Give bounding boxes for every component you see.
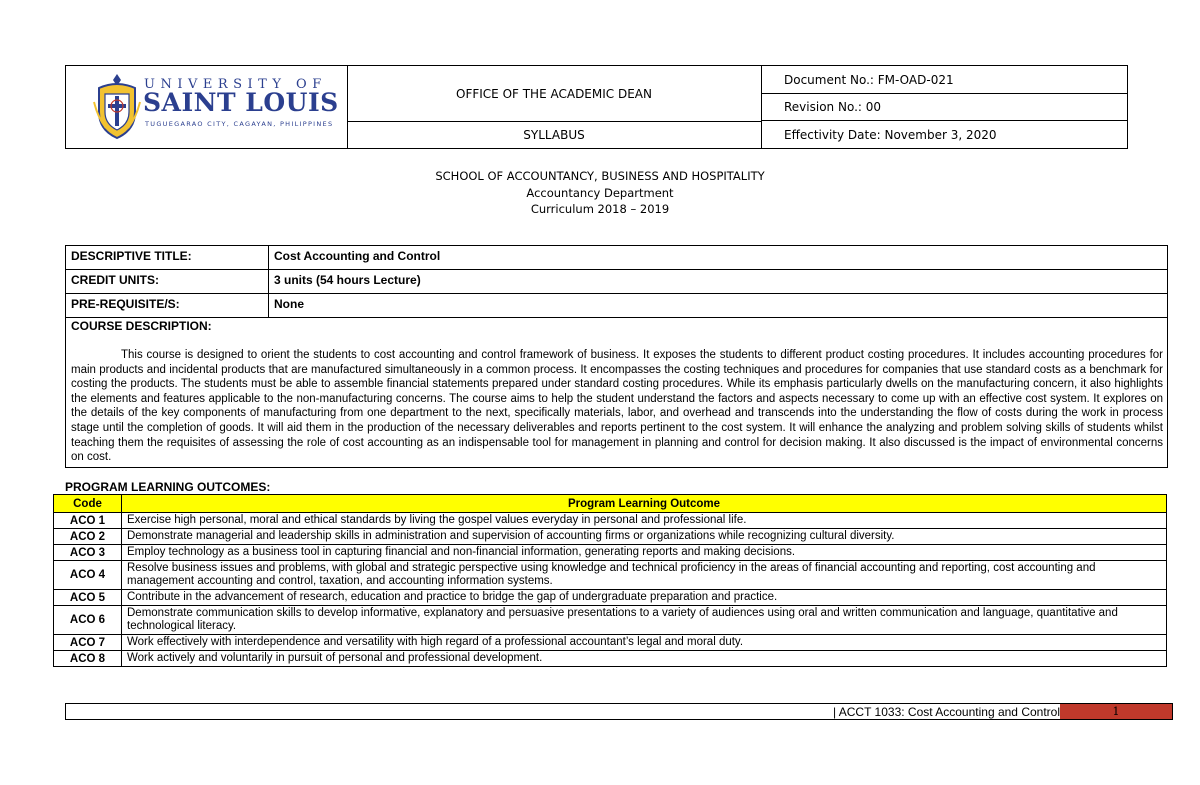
course-info-table [65, 245, 1168, 468]
university-logo [66, 66, 348, 148]
document-header [65, 65, 1128, 149]
table-row [54, 606, 1167, 635]
plo-header-row [54, 495, 1167, 513]
plo-code: ACO 8 [54, 651, 122, 667]
plo-code: ACO 7 [54, 635, 122, 651]
plo-outcome-header: Program Learning Outcome [122, 495, 1167, 513]
office-title: OFFICE OF THE ACADEMIC DEAN [347, 66, 762, 122]
page-number: 1 [1060, 704, 1172, 719]
plo-outcome: Work actively and voluntarily in pursuit of personal and professional development. [122, 651, 1167, 667]
credit-units-value: 3 units (54 hours Lecture) [274, 273, 421, 287]
plo-code: ACO 5 [54, 590, 122, 606]
course-description-text: This course is designed to orient the students to cost accounting and control framework of business. It exposes the students to different product costing procedures. It includes accounting procedures for main products and incidental products that are manufactured simultaneously in a common process. It encompasses the costing techniques and procedures for companies that use standard costs as a benchmark for costing the products. The students must be able to assemble financial statements prepared under standard costing procedures. While its emphasis particularly dwells on the manufacturing concern, it also highlights the elements and features applicable to the non-manufacturing concerns. The course aims to help the student understand the factors and aspects necessary to come up with an effective cost system. It explores on the details of the key components of manufacturing from one department to the next, specifically materials, labor, and overhead and transcends into the understanding the flow of costs during the work in process stage until the completion of goods. It will aid them in the production of the necessary deliverables and reports pertinent to the cost system. It will enhance the analyzing and problem solving skills of students whilst teaching them the requisites of assessing the role of cost accounting as an indispensable tool for management in planning and control for decision making. It also discussed is the impact of environmental concerns on cost. [71, 349, 1163, 464]
plo-outcome: Employ technology as a business tool in capturing financial and non-financial information, generating reports and making decisions. [122, 545, 1167, 561]
school-heading [0, 168, 1200, 218]
prerequisite-value: None [274, 297, 304, 311]
university-seal-icon [92, 72, 142, 142]
course-description-cell [66, 318, 1167, 467]
table-row [54, 513, 1167, 529]
table-row [54, 545, 1167, 561]
prerequisite-label: PRE-REQUISITE/S: [66, 294, 269, 317]
plo-code: ACO 6 [54, 606, 122, 635]
logo-line-2: SAINT LOUIS [143, 88, 339, 117]
department-name: Accountancy Department [526, 185, 674, 200]
plo-outcome: Work effectively with interdependence and versatility with high regard of a professional accountant’s legal and moral duty. [122, 635, 1167, 651]
revision-number: Revision No.: 00 [762, 94, 1128, 121]
descriptive-title-value: Cost Accounting and Control [274, 249, 441, 263]
plo-code: ACO 3 [54, 545, 122, 561]
plo-section-title: PROGRAM LEARNING OUTCOMES: [65, 480, 271, 494]
curriculum-year: Curriculum 2018 – 2019 [530, 202, 670, 216]
plo-outcome: Exercise high personal, moral and ethical standards by living the gospel values everyday in personal and professional life. [122, 513, 1167, 529]
page-footer [65, 703, 1173, 720]
table-row [54, 529, 1167, 545]
plo-outcome: Contribute in the advancement of research, education and practice to bridge the gap of undergraduate preparation and practice. [122, 590, 1167, 606]
effectivity-date: Effectivity Date: November 3, 2020 [784, 127, 997, 142]
footer-course-ref: | ACCT 1033: Cost Accounting and Control [832, 705, 1060, 719]
plo-outcome: Demonstrate managerial and leadership skills in administration and supervision of accounting firms or organizations while recognizing cultural diversity. [122, 529, 1167, 545]
logo-line-3: TUGUEGARAO CITY, CAGAYAN, PHILIPPINES [145, 120, 334, 128]
doc-type: SYLLABUS [347, 121, 762, 148]
plo-code-header: Code [54, 495, 122, 513]
table-row [54, 635, 1167, 651]
course-description-label: COURSE DESCRIPTION: [71, 319, 212, 333]
plo-code: ACO 4 [54, 561, 122, 590]
prerequisite-row [66, 294, 1167, 318]
plo-code: ACO 2 [54, 529, 122, 545]
table-row [54, 651, 1167, 667]
plo-table [53, 494, 1167, 667]
credit-units-row [66, 270, 1167, 294]
plo-outcome: Demonstrate communication skills to develop informative, explanatory and persuasive presentations to a variety of audiences using oral and written communication and language, quantitative and technological literacy. [122, 606, 1167, 635]
credit-units-label: CREDIT UNITS: [66, 270, 269, 293]
logo-line-1: UNIVERSITY OF [144, 77, 327, 92]
plo-outcome: Resolve business issues and problems, with global and strategic perspective using knowledge and technical proficiency in the areas of financial accounting and reporting, cost accounting and management accounting and control, taxation, and accounting information systems. [122, 561, 1167, 590]
descriptive-title-label: DESCRIPTIVE TITLE: [66, 246, 269, 269]
descriptive-title-row [66, 246, 1167, 270]
plo-code: ACO 1 [54, 513, 122, 529]
document-number: Document No.: FM-OAD-021 [762, 66, 1128, 94]
school-name: SCHOOL OF ACCOUNTANCY, BUSINESS AND HOSPITALITY [435, 169, 765, 183]
table-row [54, 590, 1167, 606]
table-row [54, 561, 1167, 590]
